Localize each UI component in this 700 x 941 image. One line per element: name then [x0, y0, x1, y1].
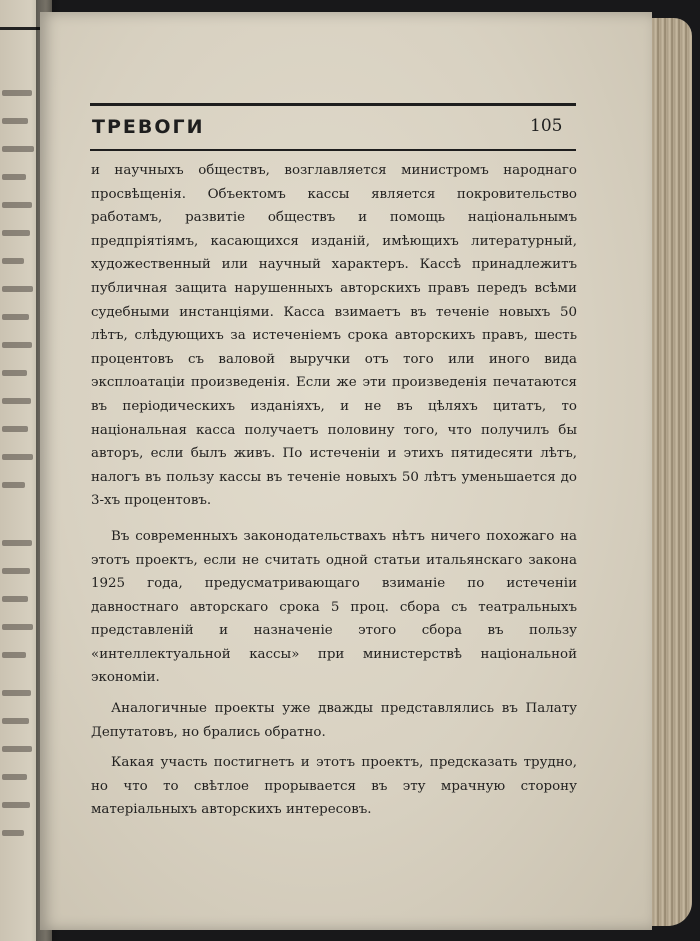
- header-bottom-rule: [90, 149, 576, 151]
- facing-page-text-line: [2, 652, 26, 658]
- facing-page-text-line: [2, 596, 28, 602]
- facing-page-text-line: [2, 202, 32, 208]
- facing-page-text-line: [2, 398, 31, 404]
- facing-page-text-line: [2, 146, 34, 152]
- facing-page-text-line: [2, 540, 32, 546]
- page-number: 105: [530, 116, 563, 136]
- facing-page-rule: [0, 27, 40, 30]
- facing-page-text-line: [2, 624, 33, 630]
- facing-page-text-line: [2, 802, 30, 808]
- facing-page-text-line: [2, 568, 30, 574]
- facing-page-text-line: [2, 454, 33, 460]
- paragraph: Аналогичные проекты уже дважды представлялись въ Палату Депутатовъ, но брались обратно.: [91, 701, 577, 740]
- facing-page-text-line: [2, 314, 29, 320]
- book-page: [40, 12, 652, 930]
- facing-page-text-line: [2, 482, 25, 488]
- running-title: ТРЕВОГИ: [92, 116, 205, 138]
- facing-page-text-line: [2, 718, 29, 724]
- paragraph: Въ современныхъ законодательствахъ нѣтъ ничего похожаго на этотъ проектъ, если не считать одной статьи итальянскаго закона 1925 года, предусматривающаго взиманіе по истеченіи давностнаго авторскаго срока 5 проц. сбора съ театральныхъ представленій и назначеніе этого сбора въ пользу «интеллектуальной кассы» при министерствѣ національной экономіи.: [91, 528, 577, 686]
- facing-page-text-line: [2, 342, 32, 348]
- paragraph: Какая участь постигнетъ и этотъ проектъ, предсказать трудно, но что то свѣтлое прорывается въ эту мрачную сторону матеріальныхъ авторскихъ интересовъ.: [91, 755, 577, 818]
- facing-page-text-line: [2, 174, 26, 180]
- facing-page-text-line: [2, 118, 28, 124]
- facing-page-text-line: [2, 230, 30, 236]
- paragraph: и научныхъ обществъ, возглавляется министромъ народнаго просвѣщенія. Объектомъ кассы является покровительство работамъ, развитіе обществъ и помощь національнымъ предпріятіямъ, касающихся изданій, имѣющихъ литературный, художественный или научный характеръ. Кассѣ принадлежитъ публичная защита нарушенныхъ авторскихъ правъ передъ всѣми судебными инстанціями. Касса взимаетъ въ теченіе новыхъ 50 лѣтъ, слѣдующихъ за истеченіемъ срока авторскихъ правъ, шесть процентовъ съ валовой выручки отъ того или иного вида эксплоатаціи произведенія. Если же эти произведенія печатаются въ періодическихъ изданіяхъ, и не въ цѣляхъ цитатъ, то національная касса получаетъ половину того, что получилъ бы авторъ, если былъ живъ. По истеченіи и этихъ пятидесяти лѣтъ, налогъ въ пользу кассы въ теченіе новыхъ 50 лѣтъ уменьшается до 3-хъ процентовъ.: [91, 163, 577, 509]
- facing-page-text-line: [2, 90, 32, 96]
- facing-page-text-line: [2, 286, 33, 292]
- facing-page-text-line: [2, 258, 24, 264]
- facing-page-text-line: [2, 690, 31, 696]
- facing-page-text-line: [2, 426, 28, 432]
- body-text: [91, 159, 577, 822]
- facing-page-text-line: [2, 830, 24, 836]
- facing-page-text-line: [2, 370, 27, 376]
- facing-page-text-line: [2, 774, 27, 780]
- facing-page-text-line: [2, 746, 32, 752]
- header-top-rule: [90, 103, 576, 106]
